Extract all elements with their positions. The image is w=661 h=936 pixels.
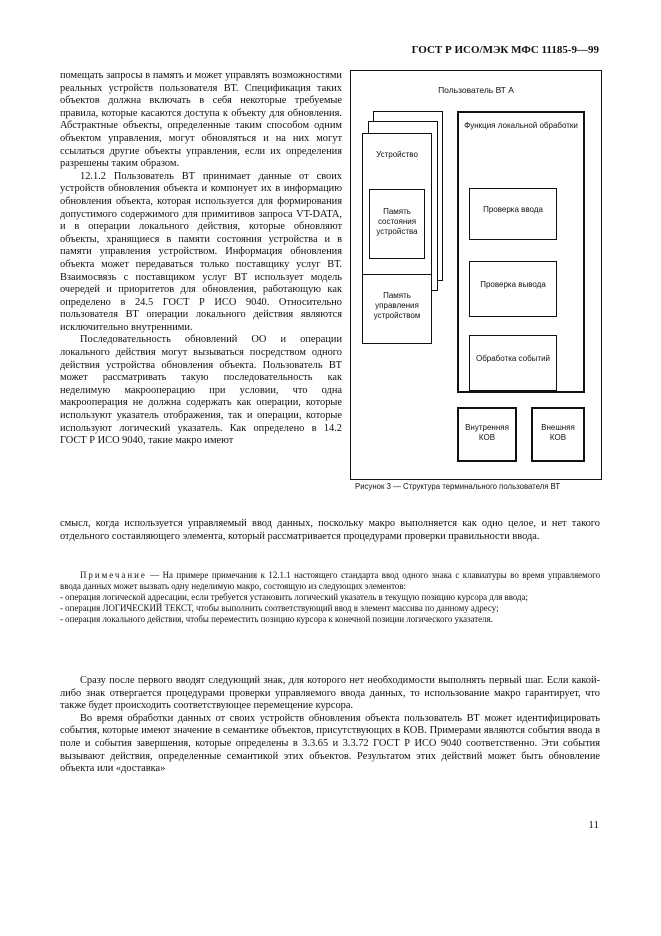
note-item: - операция логической адресации, если требуется установить логический указатель в текущую позицию курсора для ввода; <box>60 592 528 602</box>
paragraph: Во время обработки данных от своих устройств обновления объекта пользователь ВТ может идентифицировать события, которые имеют значение в семантике объектов, присутствующих в КОВ. Примерами являются события ввода в поле и события завершения, которые определены в 3.3.65 и 3.3.72 ГОСТ Р ИСО 9040 соответственно. Эти события вызывают действия, определенные семантикой этих объектов. Результатом этих действий может быть обновление объекта или «доставка» <box>60 712 600 775</box>
note-block <box>60 570 600 625</box>
control-memory-label: Память управления устройством <box>373 291 421 320</box>
note-label: Примечание <box>80 570 147 580</box>
control-memory-box <box>362 274 432 344</box>
local-processing-label: Функция локальной обработки <box>464 121 578 130</box>
figure-caption: Рисунок 3 — Структура терминального пользователя ВТ <box>355 482 561 491</box>
figure-title: Пользователь ВТ А <box>438 85 514 95</box>
note-item: - операция локального действия, чтобы переместить позицию курсора к конечной позиции логического указателя. <box>60 614 493 624</box>
device-label: Устройство <box>376 150 418 159</box>
paragraph: смысл, когда используется управляемый ввод данных, поскольку макро выполняется как одно целое, и нет такого отдельного составляющего элемента, который рассматривается процедурами проверки правильности ввода. <box>60 518 600 542</box>
paragraph: Сразу после первого вводят следующий знак, для которого нет необходимости выполнять первый шаг. Если какой-либо знак отвергается процедурами проверки управляемого ввода данных, то использование макро гарантирует, что также будет происходить соответствующее перемещение курсора. <box>60 675 600 712</box>
event-processing-label: Обработка событий <box>475 354 551 363</box>
page-number: 11 <box>588 819 599 831</box>
paragraph-12-1-2: 12.1.2 Пользователь ВТ принимает данные от своих устройств обновления объекта и компонует их в информацию обновления объекта, которая используется для формирования допустимого содержимого для примитивов запроса VT-DATA, и в операции локального действия, которые обновляют объекты, хранящиеся в памяти состояния устройства и в памяти управления устройством. Информация обновления объекта может передаваться только поставщику услуг ВТ. Взаимосвязь с поставщиком услуг ВТ использует модель очередей и приоритетов для обновления, работающую как определено в 24.5 ГОСТ Р ИСО 9040. Относительно пользователя ВТ операции локального действия являются исключительно внутренними. <box>60 170 342 333</box>
event-processing-box <box>469 335 557 391</box>
local-processing-box <box>457 111 585 393</box>
internal-kov-label: Внутренняя КОВ <box>465 423 509 442</box>
output-check-label: Проверка вывода <box>480 280 546 289</box>
paragraph: помещать запросы в память и может управлять возможностями реальных устройств пользователя ВТ. Спецификация таких объектов должна включать в себя некоторые требуемые правила, которые касаются доступа к объекту для обновления. Абстрактные объекты, определенные таким способом одним объектом управления, могут обновляться и на них могут ссылаться другие объекты управления, если их определения разрешены таким образом. <box>60 70 342 170</box>
external-kov-box <box>531 407 585 462</box>
input-check-box <box>469 188 557 240</box>
continuation-text <box>60 518 600 543</box>
figure-3-diagram <box>350 70 602 480</box>
input-check-label: Проверка ввода <box>483 205 543 214</box>
note-item: - операция ЛОГИЧЕСКИЙ ТЕКСТ, чтобы выполнить соответствующий ввод в элемент массива по данному адресу; <box>60 603 499 613</box>
state-memory-label: Память состояния устройства <box>376 207 418 236</box>
note-lead: — На примере примечания к 12.1.1 настоящего стандарта ввод одного знака с клавиатуры во время управляемого ввода данных может вызвать одну неделимую макро, состоящую из следующих элементов: <box>60 570 601 591</box>
body-text <box>60 675 600 776</box>
state-memory-box <box>369 189 425 259</box>
paragraph: Последовательность обновлений ОО и операции локального действия могут вызываться посредством одного действия устройства обновления объекта. Пользователь ВТ может рассматривать такую последовательность как неделимую макрооперацию при условии, что одна макрооперация не должна содержать как операции, которые используют указатель отображения, так и операции, которые используют логический указатель. Как определено в 14.2 ГОСТ Р ИСО 9040, такие макро имеют <box>60 334 342 447</box>
running-header: ГОСТ Р ИСО/МЭК МФС 11185-9—99 <box>411 44 599 56</box>
output-check-box <box>469 261 557 317</box>
left-column-text <box>60 70 342 448</box>
external-kov-label: Внешняя КОВ <box>541 423 575 442</box>
internal-kov-box <box>457 407 517 462</box>
